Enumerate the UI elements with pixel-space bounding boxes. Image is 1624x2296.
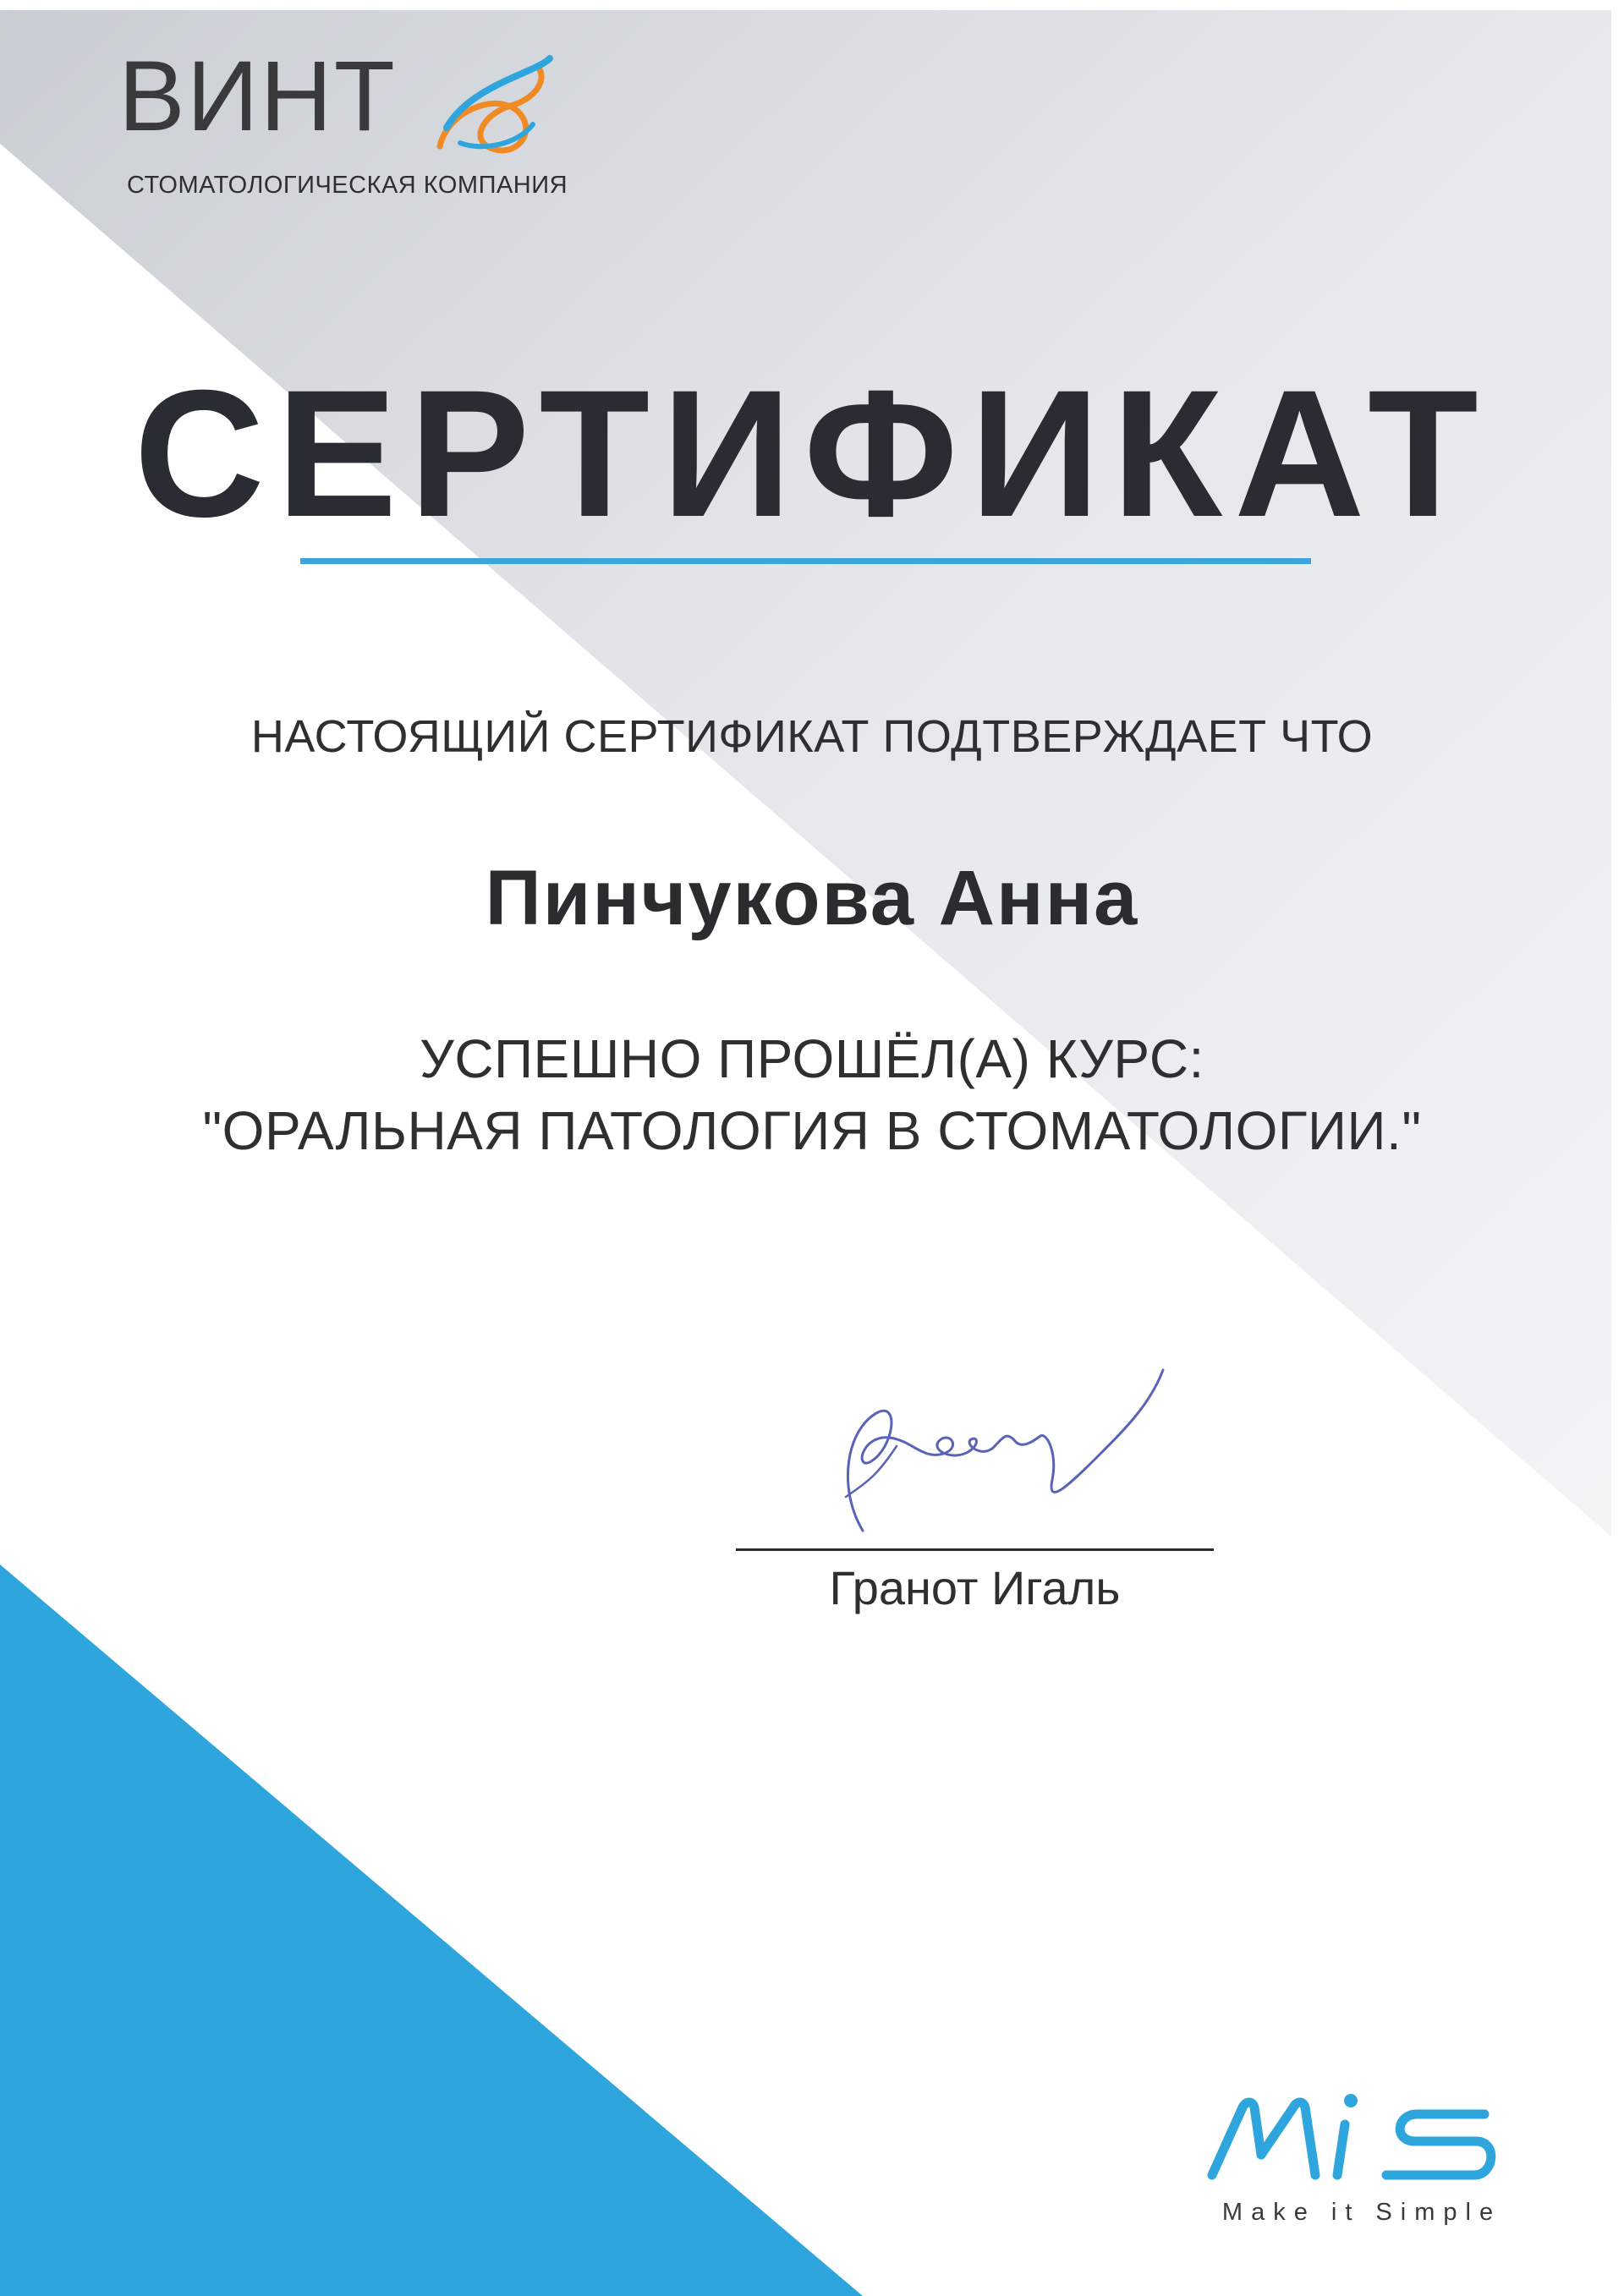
mis-tagline: Make it Simple [1221,2199,1502,2226]
course-title: "ОРАЛЬНАЯ ПАТОЛОГИЯ В СТОМАТОЛОГИИ." [202,1100,1422,1161]
confirmation-text: НАСТОЯЩИЙ СЕРТИФИКАТ ПОДТВЕРЖДАЕТ ЧТО [250,711,1374,762]
logo-subtitle: СТОМАТОЛОГИЧЕСКАЯ КОМПАНИЯ [127,172,568,199]
course-intro: УСПЕШНО ПРОШЁЛ(А) КУРС: [420,1028,1204,1089]
swirl-icon [423,47,558,165]
certificate-title: СЕРТИФИКАТ [134,353,1490,555]
title-underline [300,558,1311,564]
signature-line [736,1548,1214,1551]
handwritten-signature [812,1353,1167,1548]
logo-wordmark: ВИНТ [118,41,397,152]
vint-logo [118,41,592,207]
mis-logo [1205,2089,1527,2190]
signer-name: Гранот Игаль [829,1561,1121,1614]
recipient-name: Пинчукова Анна [485,855,1139,941]
